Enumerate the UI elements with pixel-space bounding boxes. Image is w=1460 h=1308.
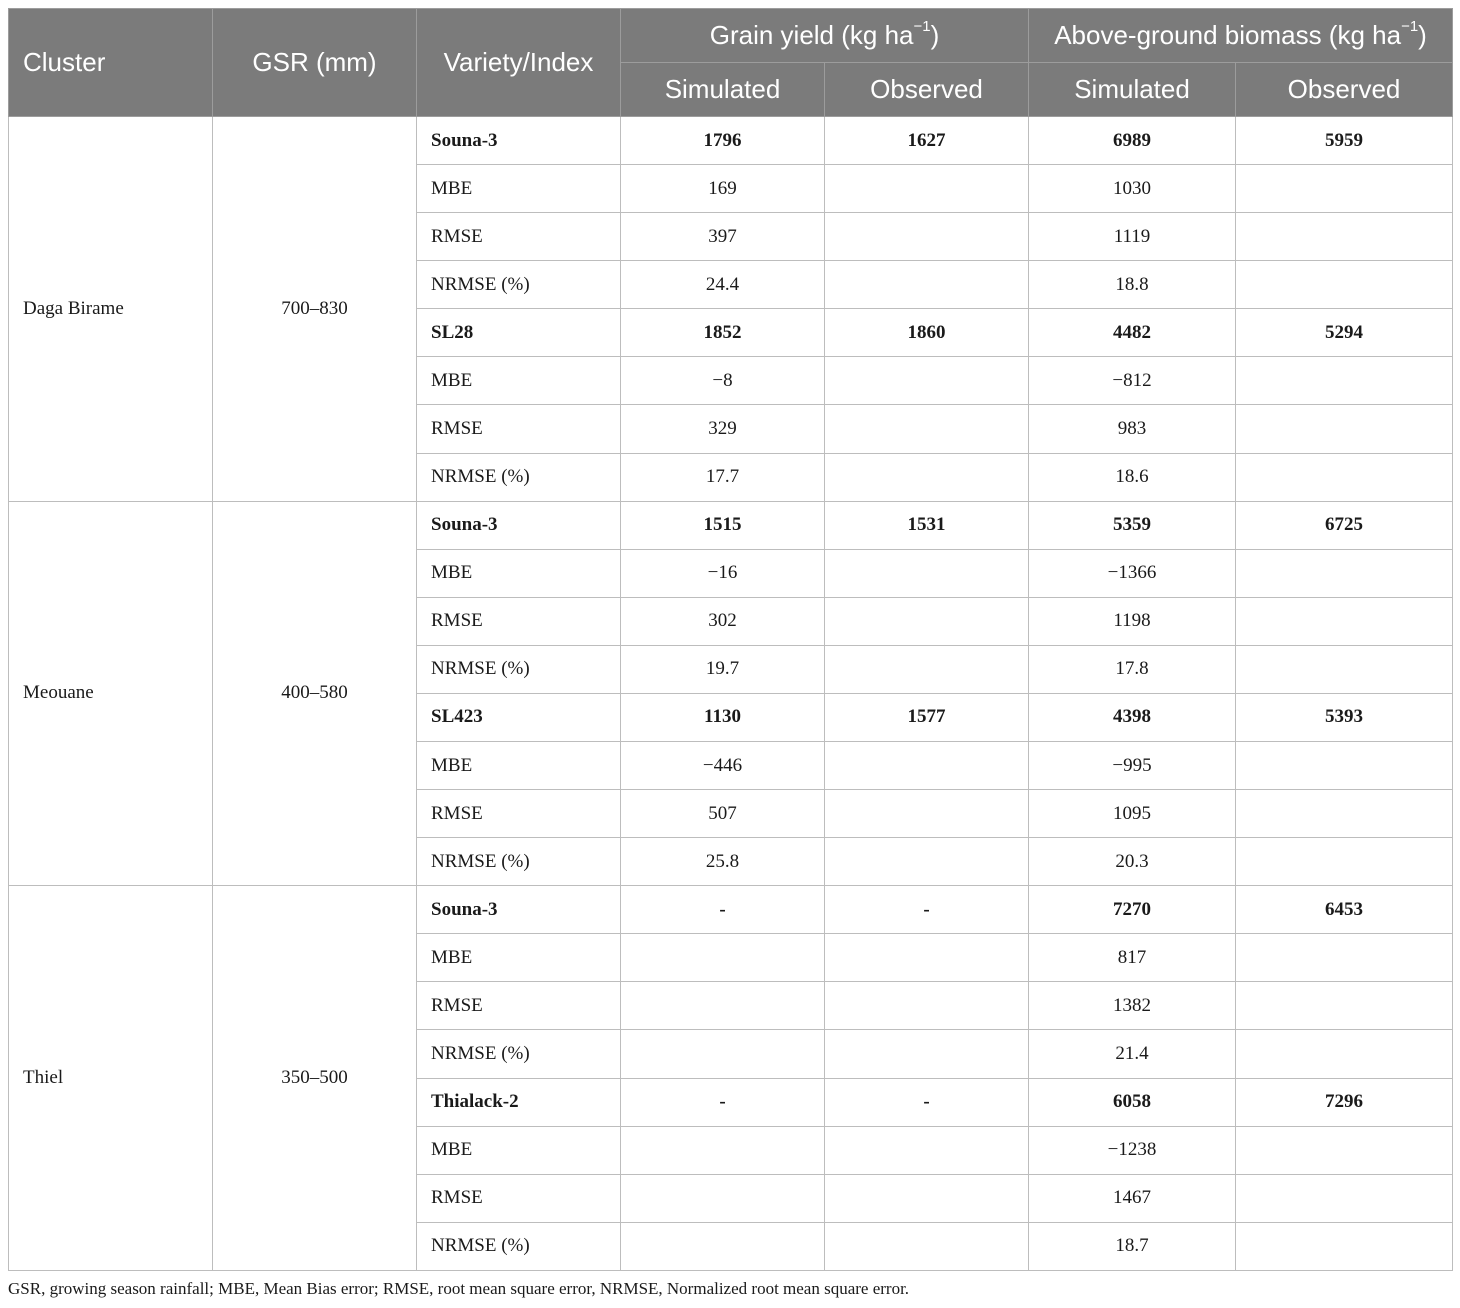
grain-yield-observed-cell: 1577: [825, 693, 1029, 741]
biomass-simulated-cell: 1467: [1029, 1174, 1236, 1222]
variety-index-cell: NRMSE (%): [417, 1030, 621, 1078]
grain-yield-observed-cell: [825, 1174, 1029, 1222]
grain-yield-observed-cell: [825, 934, 1029, 982]
biomass-observed-cell: [1236, 1126, 1453, 1174]
grain-yield-observed-cell: [825, 838, 1029, 886]
grain-yield-simulated-cell: [621, 1222, 825, 1270]
header-bm-simulated: Simulated: [1029, 63, 1236, 117]
variety-index-cell: NRMSE (%): [417, 1222, 621, 1270]
grain-yield-simulated-cell: 1515: [621, 501, 825, 549]
grain-yield-simulated-cell: 19.7: [621, 645, 825, 693]
header-gy-observed: Observed: [825, 63, 1029, 117]
variety-index-cell: RMSE: [417, 1174, 621, 1222]
biomass-simulated-cell: −812: [1029, 357, 1236, 405]
biomass-observed-cell: [1236, 261, 1453, 309]
grain-yield-simulated-cell: -: [621, 1078, 825, 1126]
biomass-observed-cell: [1236, 453, 1453, 501]
grain-yield-observed-cell: [825, 165, 1029, 213]
grain-yield-observed-cell: 1627: [825, 117, 1029, 165]
variety-index-cell: RMSE: [417, 790, 621, 838]
grain-yield-simulated-cell: 329: [621, 405, 825, 453]
grain-yield-observed-cell: -: [825, 886, 1029, 934]
grain-yield-simulated-cell: 25.8: [621, 838, 825, 886]
grain-yield-simulated-cell: 1796: [621, 117, 825, 165]
biomass-simulated-cell: 18.6: [1029, 453, 1236, 501]
biomass-simulated-cell: 1095: [1029, 790, 1236, 838]
biomass-observed-cell: [1236, 213, 1453, 261]
grain-yield-observed-cell: [825, 597, 1029, 645]
biomass-observed-cell: [1236, 357, 1453, 405]
gsr-cell: 700–830: [213, 117, 417, 502]
biomass-simulated-cell: 18.7: [1029, 1222, 1236, 1270]
variety-index-cell: SL28: [417, 309, 621, 357]
biomass-simulated-cell: −1238: [1029, 1126, 1236, 1174]
grain-yield-simulated-cell: −16: [621, 549, 825, 597]
grain-yield-simulated-cell: 397: [621, 213, 825, 261]
header-biomass: [1029, 9, 1453, 63]
biomass-simulated-cell: 6989: [1029, 117, 1236, 165]
biomass-simulated-cell: 983: [1029, 405, 1236, 453]
biomass-observed-cell: 5393: [1236, 693, 1453, 741]
header-gy-simulated: Simulated: [621, 63, 825, 117]
table-row: [9, 886, 1453, 934]
biomass-observed-cell: 7296: [1236, 1078, 1453, 1126]
grain-yield-observed-cell: 1531: [825, 501, 1029, 549]
biomass-simulated-cell: 4398: [1029, 693, 1236, 741]
grain-yield-observed-cell: 1860: [825, 309, 1029, 357]
biomass-simulated-cell: 1198: [1029, 597, 1236, 645]
biomass-observed-cell: 6725: [1236, 501, 1453, 549]
biomass-observed-cell: [1236, 1222, 1453, 1270]
grain-yield-observed-cell: [825, 357, 1029, 405]
grain-yield-simulated-cell: [621, 1126, 825, 1174]
grain-yield-simulated-cell: 24.4: [621, 261, 825, 309]
variety-index-cell: Thialack-2: [417, 1078, 621, 1126]
table-body: [9, 117, 1453, 1271]
header-grain-yield-close: ): [930, 20, 940, 50]
biomass-observed-cell: 5959: [1236, 117, 1453, 165]
header-grain-yield-sup: −1: [913, 18, 931, 36]
biomass-observed-cell: [1236, 597, 1453, 645]
grain-yield-observed-cell: [825, 213, 1029, 261]
header-grain-yield-text: Grain yield (kg ha: [709, 20, 914, 50]
biomass-observed-cell: [1236, 645, 1453, 693]
grain-yield-observed-cell: [825, 742, 1029, 790]
grain-yield-observed-cell: [825, 1222, 1029, 1270]
grain-yield-observed-cell: [825, 982, 1029, 1030]
biomass-observed-cell: 5294: [1236, 309, 1453, 357]
variety-index-cell: RMSE: [417, 982, 621, 1030]
grain-yield-simulated-cell: [621, 1174, 825, 1222]
biomass-observed-cell: [1236, 1030, 1453, 1078]
biomass-observed-cell: [1236, 838, 1453, 886]
grain-yield-simulated-cell: −8: [621, 357, 825, 405]
biomass-simulated-cell: 6058: [1029, 1078, 1236, 1126]
biomass-simulated-cell: 817: [1029, 934, 1236, 982]
header-biomass-sup: −1: [1401, 18, 1419, 36]
biomass-observed-cell: [1236, 1174, 1453, 1222]
biomass-simulated-cell: 7270: [1029, 886, 1236, 934]
table-row: [9, 501, 1453, 549]
grain-yield-observed-cell: [825, 790, 1029, 838]
variety-index-cell: MBE: [417, 165, 621, 213]
table-row: [9, 117, 1453, 165]
grain-yield-observed-cell: [825, 549, 1029, 597]
grain-yield-observed-cell: [825, 1126, 1029, 1174]
biomass-simulated-cell: 21.4: [1029, 1030, 1236, 1078]
variety-index-cell: Souna-3: [417, 501, 621, 549]
biomass-observed-cell: [1236, 405, 1453, 453]
variety-index-cell: Souna-3: [417, 117, 621, 165]
results-table: [8, 8, 1453, 1271]
gsr-cell: 400–580: [213, 501, 417, 886]
cluster-cell: Thiel: [9, 886, 213, 1271]
biomass-observed-cell: [1236, 982, 1453, 1030]
grain-yield-observed-cell: [825, 453, 1029, 501]
variety-index-cell: MBE: [417, 549, 621, 597]
biomass-observed-cell: [1236, 742, 1453, 790]
grain-yield-simulated-cell: 302: [621, 597, 825, 645]
biomass-observed-cell: [1236, 934, 1453, 982]
variety-index-cell: NRMSE (%): [417, 838, 621, 886]
variety-index-cell: MBE: [417, 357, 621, 405]
biomass-simulated-cell: −1366: [1029, 549, 1236, 597]
grain-yield-simulated-cell: [621, 1030, 825, 1078]
grain-yield-simulated-cell: -: [621, 886, 825, 934]
biomass-simulated-cell: 1382: [1029, 982, 1236, 1030]
biomass-observed-cell: [1236, 165, 1453, 213]
header-cluster: Cluster: [9, 9, 213, 117]
header-bm-observed: Observed: [1236, 63, 1453, 117]
header-gsr: GSR (mm): [213, 9, 417, 117]
table-header: [9, 9, 1453, 117]
header-grain-yield: [621, 9, 1029, 63]
grain-yield-observed-cell: [825, 645, 1029, 693]
variety-index-cell: Souna-3: [417, 886, 621, 934]
biomass-simulated-cell: 17.8: [1029, 645, 1236, 693]
grain-yield-simulated-cell: [621, 934, 825, 982]
variety-index-cell: NRMSE (%): [417, 261, 621, 309]
variety-index-cell: MBE: [417, 1126, 621, 1174]
grain-yield-simulated-cell: −446: [621, 742, 825, 790]
biomass-simulated-cell: 1119: [1029, 213, 1236, 261]
biomass-simulated-cell: 5359: [1029, 501, 1236, 549]
header-variety-index: Variety/Index: [417, 9, 621, 117]
biomass-simulated-cell: 4482: [1029, 309, 1236, 357]
grain-yield-observed-cell: [825, 405, 1029, 453]
variety-index-cell: NRMSE (%): [417, 645, 621, 693]
biomass-simulated-cell: 18.8: [1029, 261, 1236, 309]
grain-yield-simulated-cell: 507: [621, 790, 825, 838]
table-footnote: GSR, growing season rainfall; MBE, Mean Bias error; RMSE, root mean square error, NRMSE, Normalized root mean square error.: [8, 1279, 910, 1298]
grain-yield-simulated-cell: 1130: [621, 693, 825, 741]
grain-yield-simulated-cell: [621, 982, 825, 1030]
header-biomass-text: Above-ground biomass (kg ha: [1054, 20, 1402, 50]
biomass-simulated-cell: 1030: [1029, 165, 1236, 213]
biomass-observed-cell: [1236, 549, 1453, 597]
grain-yield-observed-cell: [825, 261, 1029, 309]
variety-index-cell: RMSE: [417, 213, 621, 261]
grain-yield-simulated-cell: 17.7: [621, 453, 825, 501]
gsr-cell: 350–500: [213, 886, 417, 1271]
variety-index-cell: MBE: [417, 742, 621, 790]
variety-index-cell: MBE: [417, 934, 621, 982]
biomass-simulated-cell: −995: [1029, 742, 1236, 790]
cluster-cell: Daga Birame: [9, 117, 213, 502]
variety-index-cell: RMSE: [417, 405, 621, 453]
variety-index-cell: SL423: [417, 693, 621, 741]
grain-yield-simulated-cell: 169: [621, 165, 825, 213]
biomass-observed-cell: 6453: [1236, 886, 1453, 934]
grain-yield-observed-cell: -: [825, 1078, 1029, 1126]
variety-index-cell: NRMSE (%): [417, 453, 621, 501]
biomass-observed-cell: [1236, 790, 1453, 838]
grain-yield-observed-cell: [825, 1030, 1029, 1078]
cluster-cell: Meouane: [9, 501, 213, 886]
header-biomass-close: ): [1418, 20, 1427, 50]
biomass-simulated-cell: 20.3: [1029, 838, 1236, 886]
grain-yield-simulated-cell: 1852: [621, 309, 825, 357]
variety-index-cell: RMSE: [417, 597, 621, 645]
